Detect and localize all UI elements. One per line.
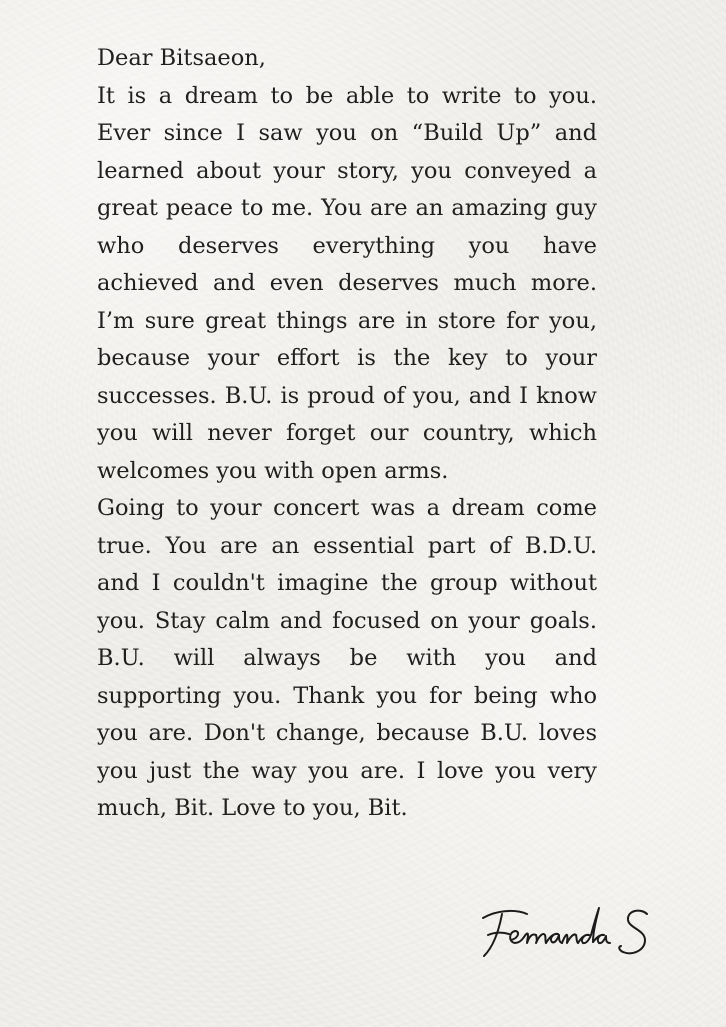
salutation: Dear Bitsaeon,: [97, 45, 266, 71]
paragraph-2: Going to your concert was a dream come true. You are an essential part of B.D.U. and I couldn't imagine the group without you. Stay calm and focused on your goals. B.U. will always be with you and supporting you. Thank you for being who you are. Don't change, because B.U. loves you just the way you are. I love you very much, Bit. Love to you, Bit.: [97, 495, 597, 821]
signature-drawing: [475, 900, 665, 964]
handwritten-signature: [475, 900, 665, 964]
paragraph-1: It is a dream to be able to write to you. Ever since I saw you on “Build Up” and learned about your story, you conveyed a great peace to me. You are an amazing guy who deserves everything you have achieved and even deserves much more. I’m sure great things are in store for you, because your effort is the key to your successes. B.U. is proud of you, and I know you will never forget our country, which welcomes you with open arms.: [97, 82, 597, 484]
letter-body: [97, 40, 597, 828]
